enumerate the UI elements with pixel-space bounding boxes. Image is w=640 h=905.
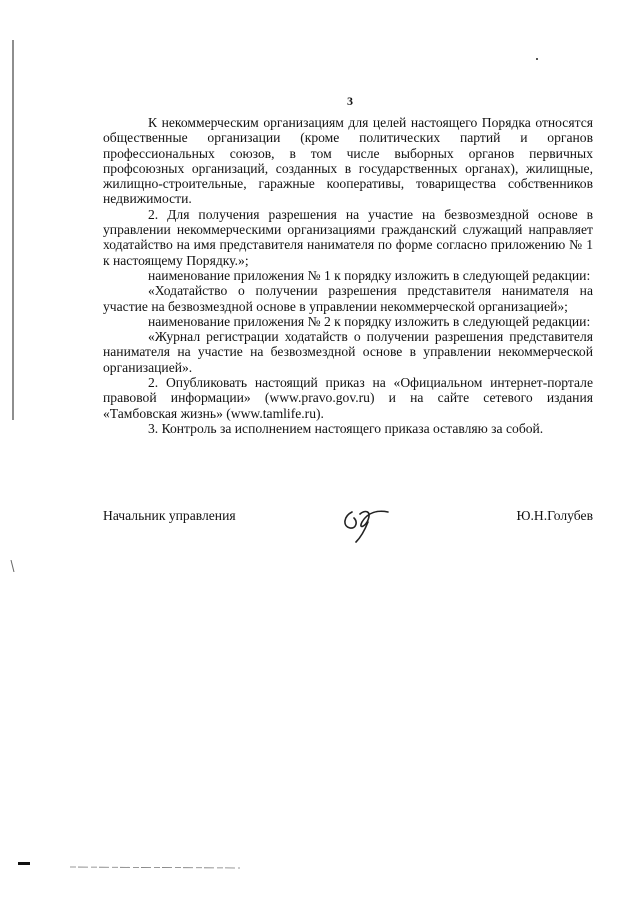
paragraph-appendix-2-name: наименование приложения № 2 к порядку изложить в следующей редакции: xyxy=(148,313,591,329)
paragraph-publication: 2. Опубликовать настоящий приказ на «Официальном интернет-портале правовой информации» (www.pravo.gov.ru) и на сайте сетевого издания «Тамбовская жизнь» (www.tamlife.ru). xyxy=(103,375,593,421)
paragraph-appendix-2-title: «Журнал регистрации ходатайств о получении разрешения представителя нанимателя на участие на безвозмездной основе в управлении некоммерческой организацией». xyxy=(103,329,593,375)
paragraph-control: 3. Контроль за исполнением настоящего приказа оставляю за собой. xyxy=(148,420,544,436)
paragraph-appendix-1-name: наименование приложения № 1 к порядку изложить в следующей редакции: xyxy=(148,267,591,283)
page-number: 3 xyxy=(347,94,353,108)
signatory-name: Ю.Н.Голубев xyxy=(516,508,593,523)
signatory-position: Начальник управления xyxy=(103,508,236,523)
document-body xyxy=(103,115,593,436)
scan-bottom-line xyxy=(70,866,240,870)
paragraph-item-2-permission: 2. Для получения разрешения на участие на безвозмездной основе в управлении некоммерческими организациями гражданский служащий направляет ходатайство на имя представителя нанимателя по форме согласно приложению № 1 к настоящему Порядку.»; xyxy=(103,206,593,268)
handwritten-signature xyxy=(338,498,398,546)
paragraph-appendix-1-title: «Ходатайство о получении разрешения представителя нанимателя на участие на безвозмездной основе в управлении некоммерческой организацией»; xyxy=(103,283,593,314)
scan-top-speck xyxy=(536,58,539,61)
scan-edge-line xyxy=(11,40,15,420)
scan-bottom-dash xyxy=(18,862,32,866)
paragraph-nonprofit-definition: К некоммерческим организациям для целей настоящего Порядка относятся общественные организации (кроме политических партий и органов профессиональных союзов, в том числе выборных органов первичных профсоюзных организаций, созданных в государственных органах), жилищные, жилищно-строительные, гаражные кооперативы, товарищества собственников недвижимости. xyxy=(103,115,593,207)
scan-edge-tick xyxy=(10,560,16,572)
